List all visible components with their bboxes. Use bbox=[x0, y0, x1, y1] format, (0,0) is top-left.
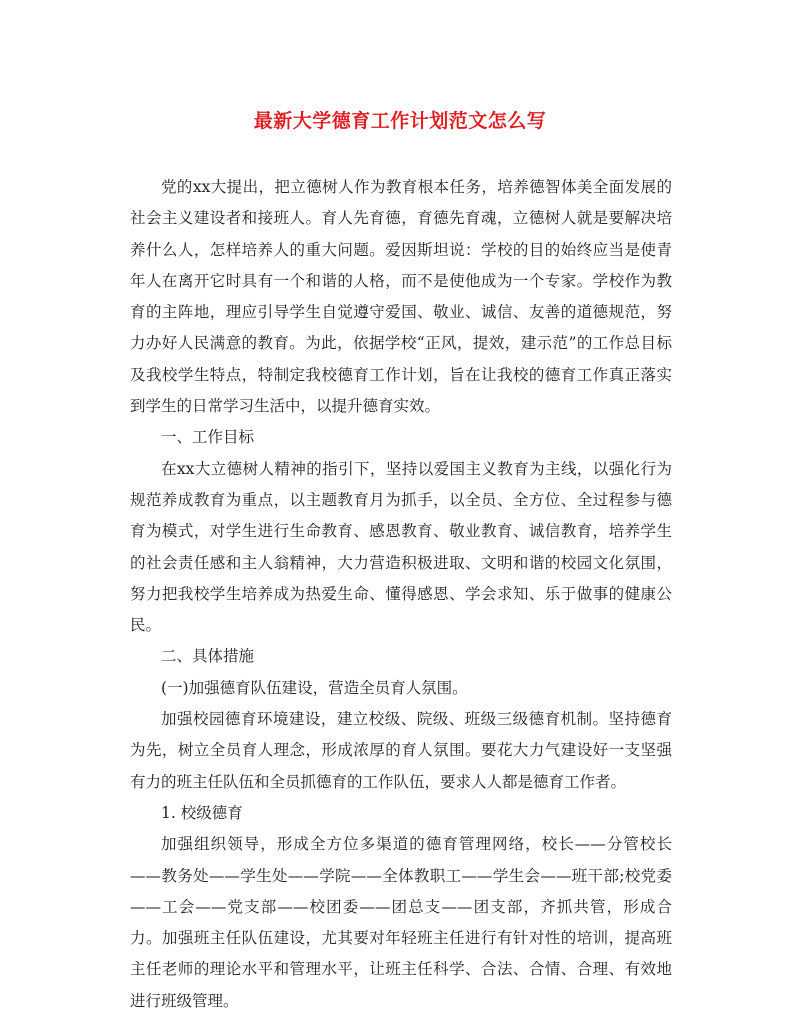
subsection-heading-school-level: 1. 校级德育 bbox=[161, 803, 243, 822]
section-heading-goals: 一、工作目标 bbox=[161, 428, 255, 447]
team-paragraph: 加强校园德育环境建设，建立校级、院级、班级三级德育机制。坚持德育为先，树立全员育人理念，形成浓厚的育人氛围。要花大力气建设好一支坚强有力的班主任队伍和全员抓德育的工作队伍，要求人人都是德育工作者。 bbox=[130, 710, 672, 791]
subsection-heading-team: (一)加强德育队伍建设，营造全员育人氛围。 bbox=[161, 678, 468, 697]
goals-paragraph: 在xx大立德树人精神的指引下，坚持以爱国主义教育为主线，以强化行为规范养成教育为重点，以主题教育月为抓手，以全员、全方位、全过程参与德育为模式，对学生进行生命教育、感恩教育、敬业教育、诚信教育，培养学生的社会责任感和主人翁精神，大力营造积极进取、文明和谐的校园文化氛围，努力把我校学生培养成为热爱生命、懂得感恩、学会求知、乐于做事的健康公民。 bbox=[130, 459, 672, 635]
document-body bbox=[130, 172, 672, 1017]
section-heading-measures: 二、具体措施 bbox=[161, 647, 255, 666]
intro-paragraph: 党的xx大提出，把立德树人作为教育根本任务，培养德智体美全面发展的社会主义建设者和接班人。育人先育德，育德先育魂，立德树人就是要解决培养什么人，怎样培养人的重大问题。爱因斯坦说：学校的目的始终应当是使青年人在离开它时具有一个和谐的人格，而不是使他成为一个专家。学校作为教育的主阵地，理应引导学生自觉遵守爱国、敬业、诚信、友善的道德规范，努力办好人民满意的教育。为此，依据学校“正风，提效，建示范”的工作总目标及我校学生特点，特制定我校德育工作计划，旨在让我校的德育工作真正落实到学生的日常学习生活中，以提升德育实效。 bbox=[130, 178, 672, 416]
school-level-paragraph: 加强组织领导，形成全方位多渠道的德育管理网络，校长——分管校长——教务处——学生处——学院——全体教职工——学生会——班干部;校党委——工会——党支部——校团委——团总支——团支部，齐抓共管，形成合力。加强班主任队伍建设，尤其要对年轻班主任进行有针对性的培训，提高班主任老师的理论水平和管理水平，让班主任科学、合法、合情、合理、有效地进行班级管理。 bbox=[130, 835, 672, 1010]
document-title: 最新大学德育工作计划范文怎么写 bbox=[253, 110, 547, 132]
